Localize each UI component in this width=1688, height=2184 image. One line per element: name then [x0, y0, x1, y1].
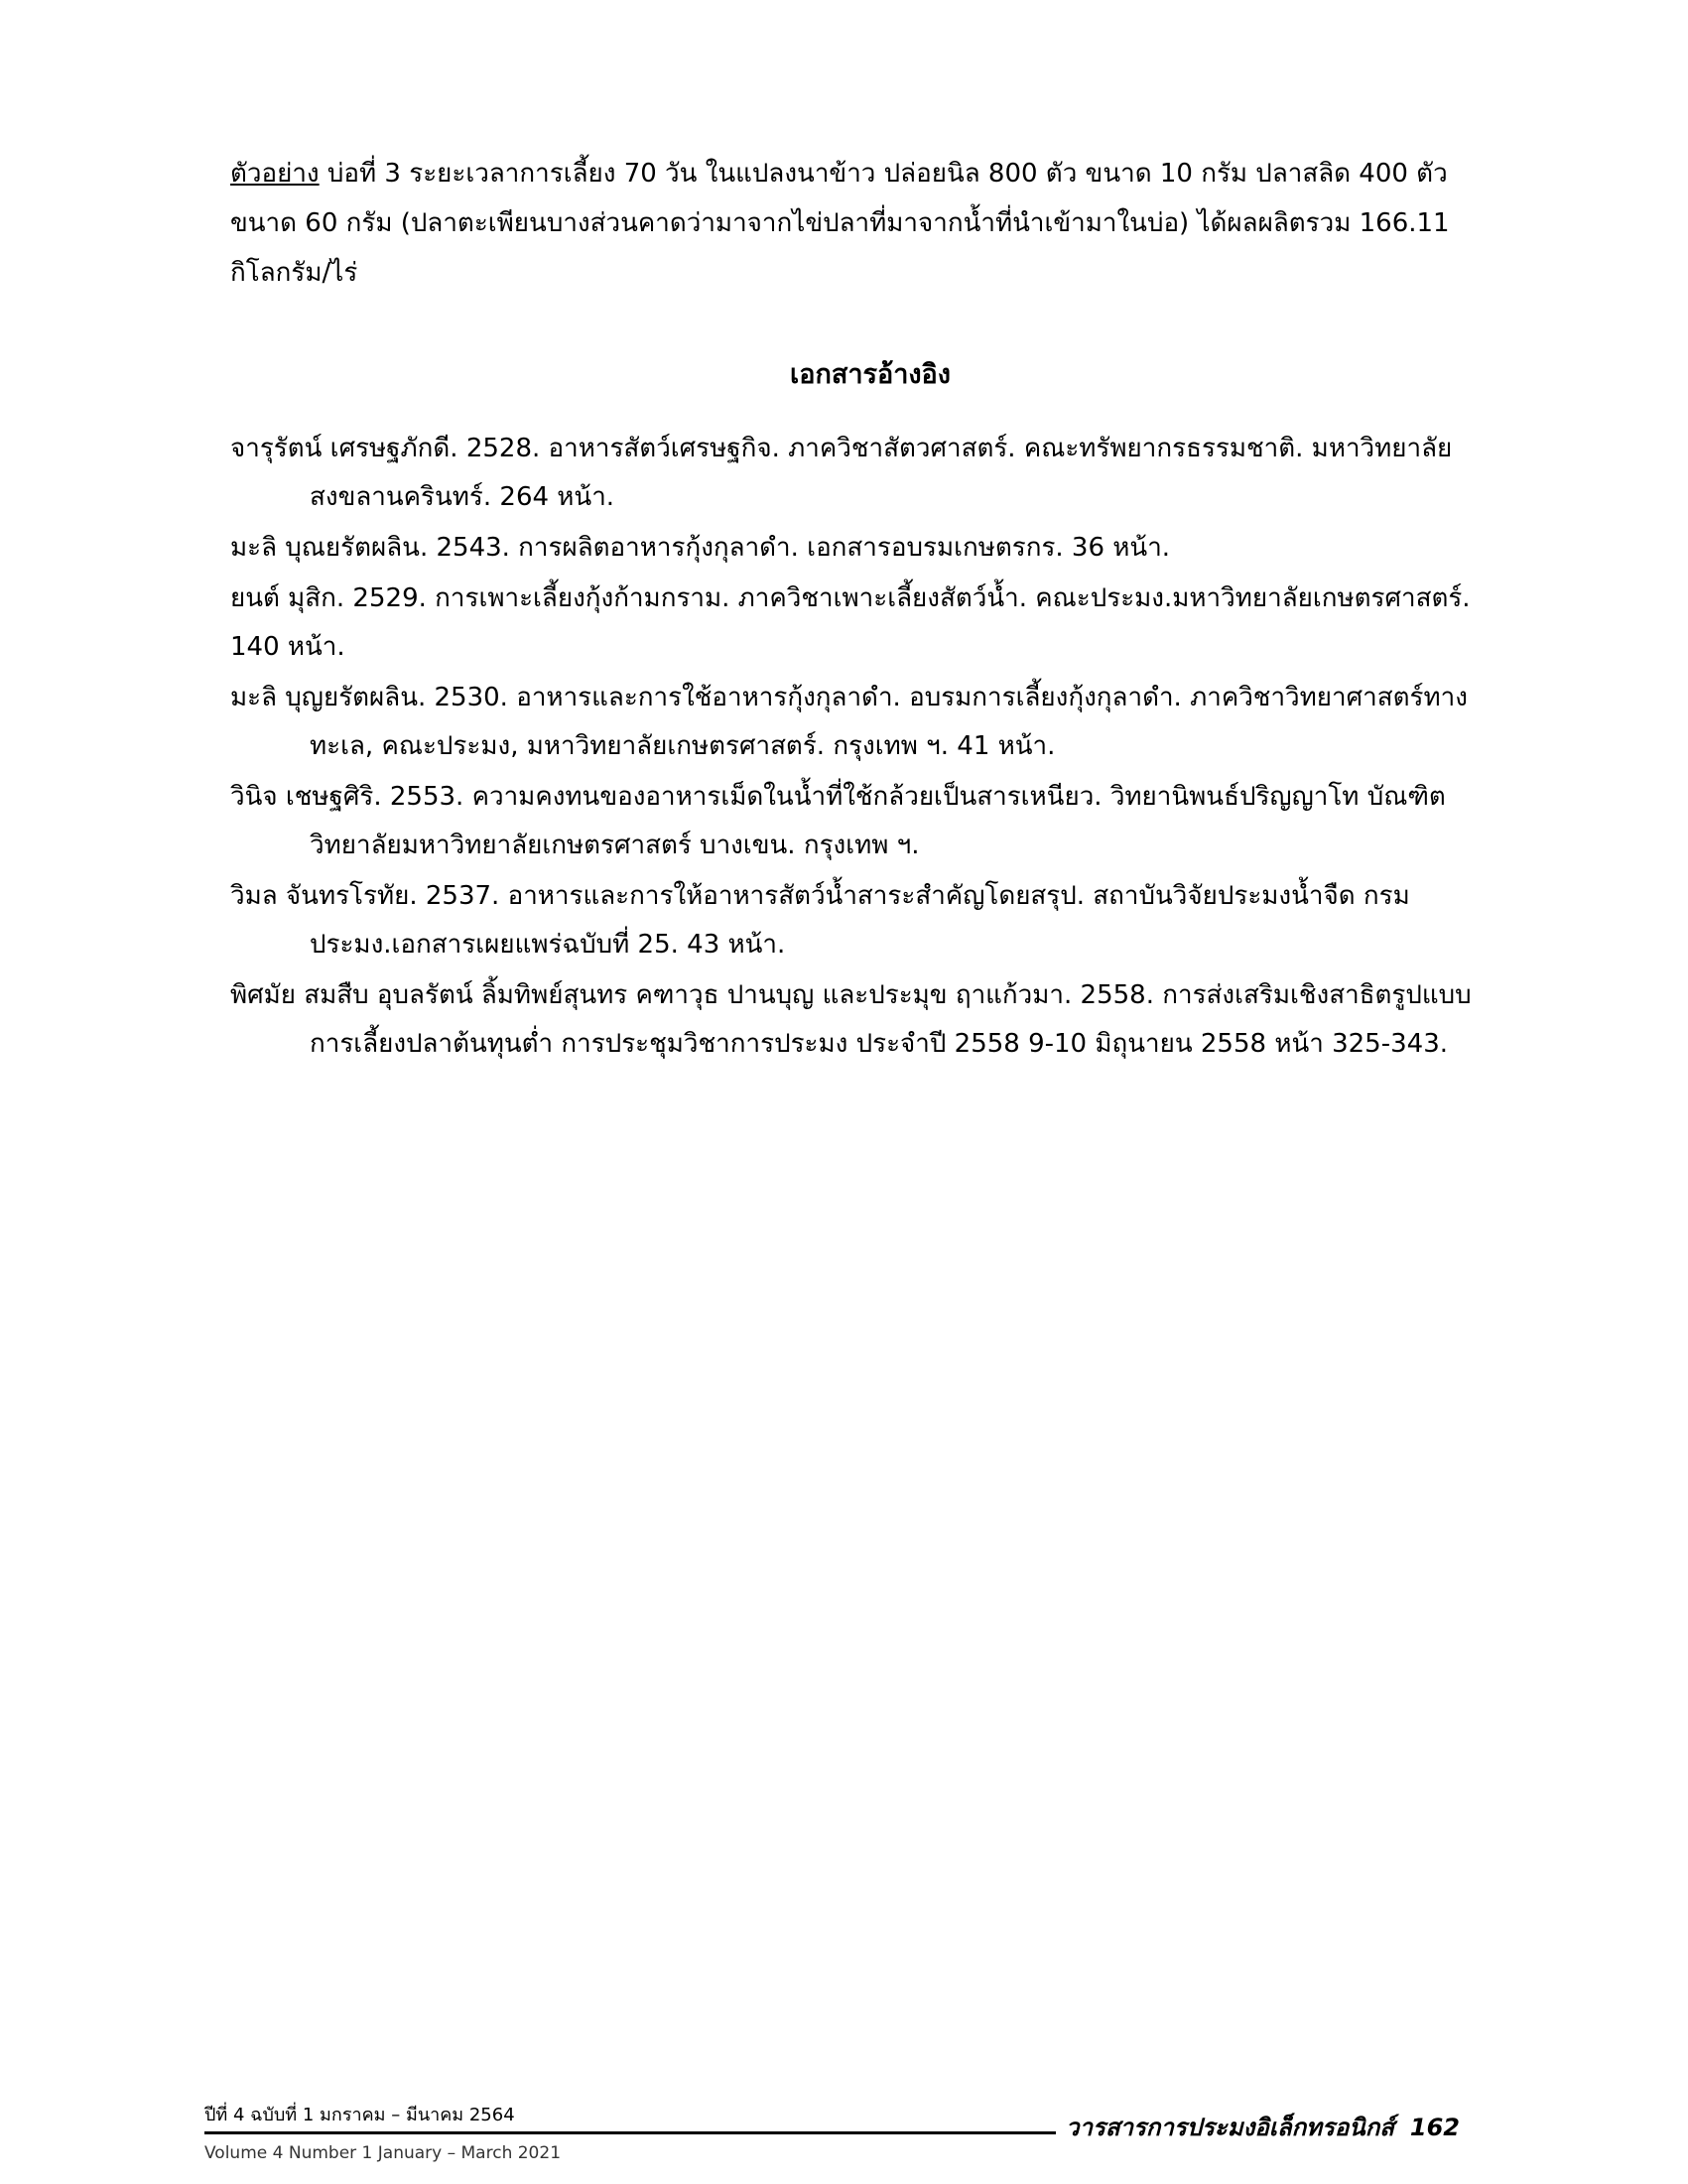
reference-item: จารุรัตน์ เศรษฐภักดี. 2528. อาหารสัตว์เศรษฐกิจ. ภาควิชาสัตวศาสตร์. คณะทรัพยากรธรรมชาติ. มหาวิทยาลัยสงขลานครินทร์. 264 หน้า. — [230, 434, 1453, 512]
reference-item: ยนต์ มุสิก. 2529. การเพาะเลี้ยงกุ้งก้ามกราม. ภาควิชาเพาะเลี้ยงสัตว์น้ำ. คณะประมง.มหาวิทยาลัยเกษตรศาสตร์. 140 หน้า. — [230, 583, 1471, 662]
footer-journal — [1066, 2112, 1460, 2143]
footer-issue-english: Volume 4 Number 1 January – March 2021 — [204, 2143, 562, 2163]
reference-item: วินิจ เชษฐศิริ. 2553. ความคงทนของอาหารเม็ดในน้ำที่ใช้กล้วยเป็นสารเหนียว. วิทยานิพนธ์ปริญญาโท บัณฑิตวิทยาลัยมหาวิทยาลัยเกษตรศาสตร์ บางเขน. กรุงเทพ ฯ. — [230, 782, 1446, 860]
example-label: ตัวอย่าง — [230, 159, 320, 189]
page-number: 162 — [1409, 2114, 1460, 2141]
footer-divider — [204, 2131, 1056, 2134]
page-footer — [204, 2102, 1494, 2171]
reference-item: มะลิ บุณยรัตผลิน. 2543. การผลิตอาหารกุ้งกุลาดำ. เอกสารอบรมเกษตรกร. 36 หน้า. — [230, 533, 1171, 563]
page-content — [230, 149, 1510, 1071]
example-paragraph — [230, 149, 1510, 298]
reference-item: วิมล จันทรโรทัย. 2537. อาหารและการให้อาหารสัตว์น้ำสาระสำคัญโดยสรุป. สถาบันวิจัยประมงน้ำจืด กรมประมง.เอกสารเผยแพร่ฉบับที่ 25. 43 หน้า. — [230, 881, 1410, 960]
reference-list — [230, 425, 1510, 1069]
footer-issue-thai: ปีที่ 4 ฉบับที่ 1 มกราคม – มีนาคม 2564 — [204, 2105, 515, 2125]
example-text: บ่อที่ 3 ระยะเวลาการเลี้ยง 70 วัน ในแปลงนาข้าว ปล่อยนิล 800 ตัว ขนาด 10 กรัม ปลาสลิด 400 ตัว ขนาด 60 กรัม (ปลาตะเพียนบางส่วนคาดว่ามาจากไข่ปลาที่มาจากน้ำที่นำเข้ามาในบ่อ) ได้ผลผลิตรวม 166.11 กิโลกรัม/ไร่ — [230, 159, 1450, 288]
reference-item: มะลิ บุญยรัตผลิน. 2530. อาหารและการใช้อาหารกุ้งกุลาดำ. อบรมการเลี้ยงกุ้งกุลาดำ. ภาควิชาวิทยาศาสตร์ทางทะเล, คณะประมง, มหาวิทยาลัยเกษตรศาสตร์. กรุงเทพ ฯ. 41 หน้า. — [230, 683, 1468, 761]
references-heading: เอกสารอ้างอิง — [790, 359, 951, 390]
journal-name: วารสารการประมงอิเล็กทรอนิกส์ — [1066, 2114, 1394, 2141]
reference-item: พิศมัย สมสืบ อุบลรัตน์ ลิ้มทิพย์สุนทร คฑาวุธ ปานบุญ และประมุข ฤาแก้วมา. 2558. การส่งเสริมเชิงสาธิตรูปแบบการเลี้ยงปลาต้นทุนต่ำ การประชุมวิชาการประมง ประจำปี 2558 9-10 มิถุนายน 2558 หน้า 325-343. — [230, 980, 1472, 1059]
